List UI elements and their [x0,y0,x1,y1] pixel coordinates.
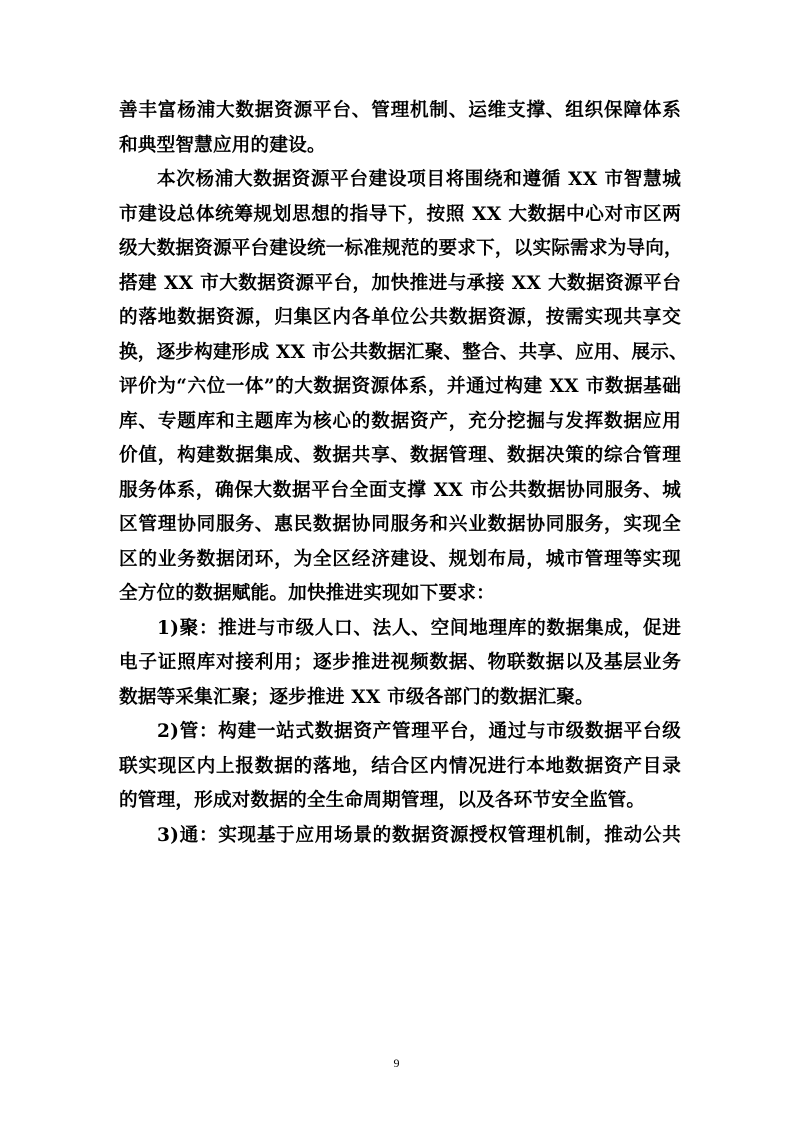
text-line: 搭建 XX 市大数据资源平台，加快推进与承接 XX 大数据资源平台 [119,272,681,294]
text-line: 级大数据资源平台建设统一标准规范的要求下，以实际需求为导向， [119,238,683,259]
text-line: 联实现区内上报数据的落地，结合区内情况进行本地数据资产目录 [119,755,681,777]
text-line: 换，逐步构建形成 XX 市公共数据汇聚、整合、共享、应用、展示、 [119,341,688,363]
text-line: 电子证照库对接利用；逐步推进视频数据、物联数据以及基层业务 [119,652,681,673]
text-line: 的落地数据资源，归集区内各单位公共数据资源，按需实现共享交 [119,307,681,328]
paragraph-first-line: 本次杨浦大数据资源平台建设项目将围绕和遵循 XX 市智慧城 [157,169,681,190]
text-line: 价值，构建数据集成、数据共享、数据管理、数据决策的综合管理 [119,445,681,466]
list-item-first-line: 3)通：实现基于应用场景的数据资源授权管理机制，推动公共 [157,824,681,846]
text-line: 区的业务数据闭环，为全区经济建设、规划布局，城市管理等实现 [119,548,681,570]
text-line: 库、专题库和主题库为核心的数据资产，充分挖掘与发挥数据应用 [119,410,681,432]
list-item-first-line: 1)聚：推进与市级人口、法人、空间地理库的数据集成，促进 [157,617,681,639]
text-line: 的管理，形成对数据的全生命周期管理，以及各环节安全监管。 [119,790,646,811]
text-line: 市建设总体统筹规划思想的指导下，按照 XX 大数据中心对市区两 [119,203,681,225]
page-number: 9 [393,1056,400,1070]
text-line: 区管理协同服务、惠民数据协同服务和兴业数据协同服务，实现全 [119,514,681,535]
text-line: 善丰富杨浦大数据资源平台、管理机制、运维支撑、组织保障体系 [119,100,681,121]
text-line: 数据等采集汇聚；逐步推进 XX 市级各部门的数据汇聚。 [119,686,594,708]
body-text [119,94,688,853]
text-line: 服务体系，确保大数据平台全面支撑 XX 市公共数据协同服务、城 [119,479,681,501]
text-line: 评价为“六位一体”的大数据资源体系，并通过构建 XX 市数据基础 [119,376,681,397]
list-item-first-line: 2)管：构建一站式数据资产管理平台，通过与市级数据平台级 [157,721,681,742]
text-line: 和典型智慧应用的建设。 [119,134,326,156]
text-line: 全方位的数据赋能。加快推进实现如下要求： [119,583,495,604]
